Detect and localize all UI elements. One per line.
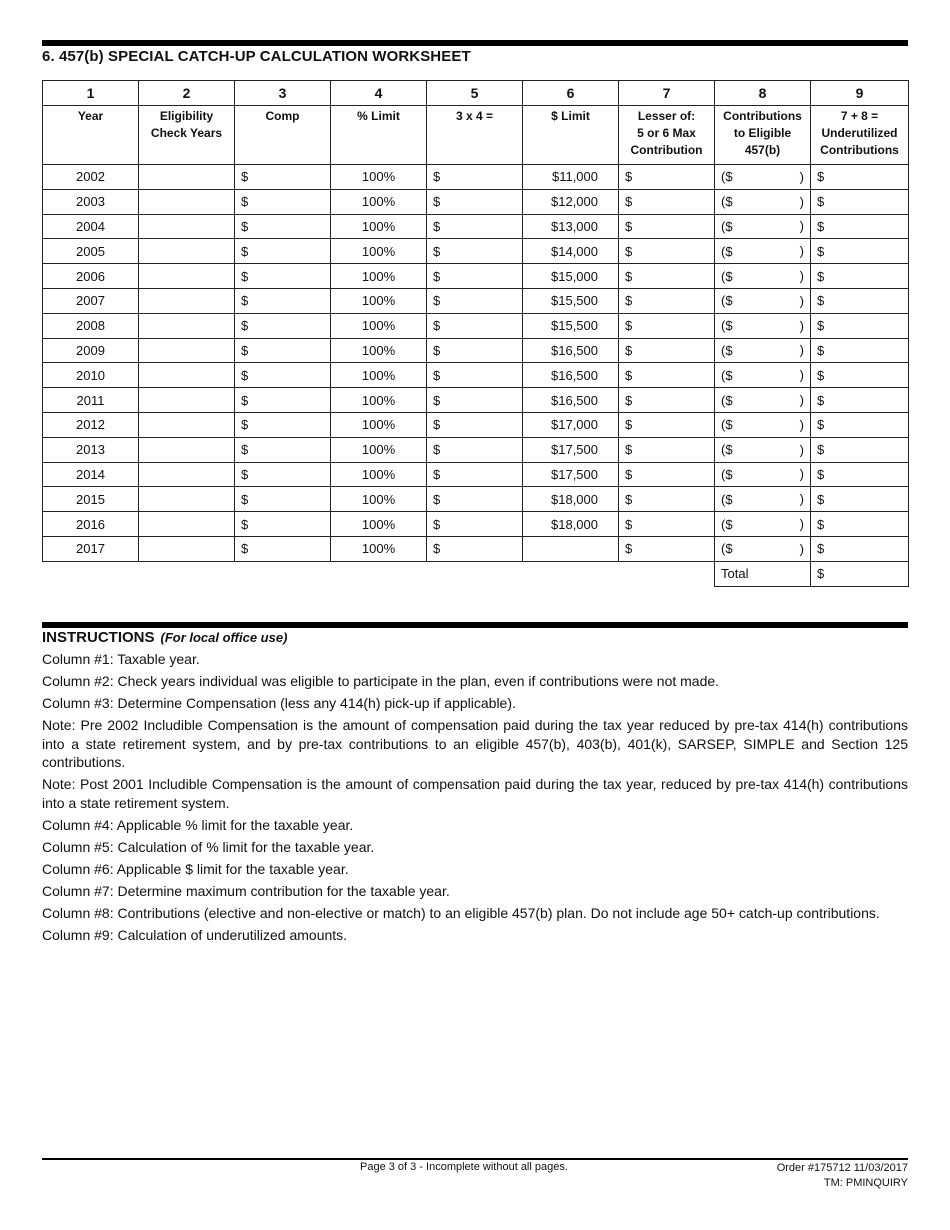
comp-input-cell[interactable]: $ <box>235 189 331 214</box>
column-header-line: Underutilized <box>821 126 898 140</box>
column-header-line: $ Limit <box>551 109 590 123</box>
eligibility-check-cell[interactable] <box>139 363 235 388</box>
column-header-line: Contributions <box>723 109 802 123</box>
pct-limit-cell: 100% <box>331 338 427 363</box>
paren-open: ($ <box>721 293 733 309</box>
dollar-limit-cell: $13,000 <box>523 214 619 239</box>
column-number-9: 9 <box>811 81 909 106</box>
underutilized-input-cell[interactable]: $ <box>811 388 909 413</box>
dollar-limit-cell: $16,500 <box>523 388 619 413</box>
paren-open: ($ <box>721 417 733 433</box>
footer-order-info <box>777 1161 908 1191</box>
paren-close: ) <box>799 541 804 557</box>
eligibility-check-cell[interactable] <box>139 512 235 537</box>
max-contribution-input-cell[interactable]: $ <box>619 388 715 413</box>
contributions-input-cell[interactable] <box>715 388 811 413</box>
column-number-1: 1 <box>43 81 139 106</box>
paren-close: ) <box>799 268 804 284</box>
column-header-line: Eligibility <box>159 109 214 123</box>
contributions-input-cell[interactable] <box>715 487 811 512</box>
catch-up-worksheet-table <box>42 80 909 587</box>
paren-close: ) <box>799 466 804 482</box>
instruction-line: Column #3: Determine Compensation (less any 414(h) pick-up if applicable). <box>42 695 516 711</box>
pct-limit-cell: 100% <box>331 536 427 561</box>
underutilized-input-cell[interactable]: $ <box>811 264 909 289</box>
table-row <box>43 388 909 413</box>
comp-input-cell[interactable]: $ <box>235 239 331 264</box>
contributions-input-cell[interactable] <box>715 412 811 437</box>
column-number-3: 3 <box>235 81 331 106</box>
underutilized-input-cell[interactable]: $ <box>811 288 909 313</box>
instruction-line: Column #7: Determine maximum contribution for the taxable year. <box>42 882 450 899</box>
year-cell: 2014 <box>43 462 139 487</box>
max-contribution-input-cell[interactable]: $ <box>619 288 715 313</box>
column-header-line: 5 or 6 Max <box>637 126 696 140</box>
pct-calc-input-cell[interactable]: $ <box>427 264 523 289</box>
underutilized-input-cell[interactable]: $ <box>811 462 909 487</box>
pct-limit-cell: 100% <box>331 313 427 338</box>
dollar-limit-cell <box>523 536 619 561</box>
year-cell: 2009 <box>43 338 139 363</box>
pct-calc-input-cell[interactable]: $ <box>427 512 523 537</box>
pct-limit-cell: 100% <box>331 288 427 313</box>
paren-close: ) <box>799 442 804 458</box>
comp-input-cell[interactable]: $ <box>235 437 331 462</box>
pct-calc-input-cell[interactable]: $ <box>427 363 523 388</box>
dollar-limit-cell: $17,500 <box>523 462 619 487</box>
paren-open: ($ <box>721 392 733 408</box>
column-header-line: 3 x 4 = <box>455 109 494 123</box>
column-header-3 <box>235 106 331 165</box>
instruction-line: Column #2: Check years individual was eligible to participate in the plan, even if contributions were not made. <box>42 673 720 689</box>
instructions-top-rule <box>42 622 908 628</box>
year-cell: 2016 <box>43 512 139 537</box>
dollar-limit-cell: $11,000 <box>523 165 619 190</box>
pct-limit-cell: 100% <box>331 239 427 264</box>
pct-calc-input-cell[interactable]: $ <box>427 288 523 313</box>
pct-calc-input-cell[interactable]: $ <box>427 338 523 363</box>
comp-input-cell[interactable]: $ <box>235 512 331 537</box>
column-header-line: % Limit <box>357 109 400 123</box>
comp-input-cell[interactable]: $ <box>235 214 331 239</box>
year-cell: 2010 <box>43 363 139 388</box>
paren-close: ) <box>799 194 804 210</box>
year-cell: 2002 <box>43 165 139 190</box>
paren-close: ) <box>799 293 804 309</box>
section-top-rule <box>42 40 908 46</box>
total-label: Total <box>715 561 811 586</box>
eligibility-check-cell[interactable] <box>139 388 235 413</box>
underutilized-input-cell[interactable]: $ <box>811 313 909 338</box>
paren-open: ($ <box>721 491 733 507</box>
contributions-input-cell[interactable] <box>715 338 811 363</box>
table-row <box>43 189 909 214</box>
column-header-line: Comp <box>265 109 300 123</box>
pct-calc-input-cell[interactable]: $ <box>427 536 523 561</box>
year-cell: 2005 <box>43 239 139 264</box>
comp-input-cell[interactable]: $ <box>235 288 331 313</box>
eligibility-check-cell[interactable] <box>139 437 235 462</box>
dollar-limit-cell: $16,500 <box>523 338 619 363</box>
pct-calc-input-cell[interactable]: $ <box>427 437 523 462</box>
contributions-input-cell[interactable] <box>715 437 811 462</box>
instruction-line: Note: Post 2001 Includible Compensation is the amount of compensation paid during the tax year, reduced by pre-tax 414(h) contributions into a state retirement system. <box>42 776 908 811</box>
max-contribution-input-cell[interactable]: $ <box>619 239 715 264</box>
paren-open: ($ <box>721 318 733 334</box>
pct-limit-cell: 100% <box>331 214 427 239</box>
comp-input-cell[interactable]: $ <box>235 388 331 413</box>
contributions-input-cell[interactable] <box>715 189 811 214</box>
paren-close: ) <box>799 218 804 234</box>
pct-calc-input-cell[interactable]: $ <box>427 313 523 338</box>
eligibility-check-cell[interactable] <box>139 487 235 512</box>
comp-input-cell[interactable]: $ <box>235 363 331 388</box>
paren-close: ) <box>799 491 804 507</box>
paren-open: ($ <box>721 442 733 458</box>
column-number-4: 4 <box>331 81 427 106</box>
footer-rule <box>42 1158 908 1160</box>
comp-input-cell[interactable]: $ <box>235 264 331 289</box>
pct-limit-cell: 100% <box>331 462 427 487</box>
dollar-limit-cell: $14,000 <box>523 239 619 264</box>
column-header-line: Contributions <box>820 143 899 157</box>
year-cell: 2015 <box>43 487 139 512</box>
paren-open: ($ <box>721 218 733 234</box>
year-cell: 2012 <box>43 412 139 437</box>
year-cell: 2011 <box>43 388 139 413</box>
section-title: 6. 457(b) SPECIAL CATCH-UP CALCULATION WORKSHEET <box>42 48 471 65</box>
comp-input-cell[interactable]: $ <box>235 412 331 437</box>
pct-calc-input-cell[interactable]: $ <box>427 165 523 190</box>
contributions-input-cell[interactable] <box>715 363 811 388</box>
dollar-limit-cell: $15,500 <box>523 288 619 313</box>
paren-open: ($ <box>721 541 733 557</box>
column-number-row <box>43 81 909 106</box>
contributions-input-cell[interactable] <box>715 214 811 239</box>
contributions-input-cell[interactable] <box>715 313 811 338</box>
max-contribution-input-cell[interactable]: $ <box>619 536 715 561</box>
column-header-6 <box>523 106 619 165</box>
table-row <box>43 288 909 313</box>
pct-limit-cell: 100% <box>331 189 427 214</box>
paren-close: ) <box>799 169 804 185</box>
pct-calc-input-cell[interactable]: $ <box>427 214 523 239</box>
underutilized-input-cell[interactable]: $ <box>811 487 909 512</box>
instructions-title: INSTRUCTIONS <box>42 629 155 646</box>
pct-limit-cell: 100% <box>331 363 427 388</box>
eligibility-check-cell[interactable] <box>139 165 235 190</box>
pct-limit-cell: 100% <box>331 487 427 512</box>
pct-calc-input-cell[interactable]: $ <box>427 462 523 487</box>
comp-input-cell[interactable]: $ <box>235 165 331 190</box>
table-row <box>43 536 909 561</box>
eligibility-check-cell[interactable] <box>139 239 235 264</box>
pct-limit-cell: 100% <box>331 437 427 462</box>
max-contribution-input-cell[interactable]: $ <box>619 412 715 437</box>
paren-open: ($ <box>721 367 733 383</box>
dollar-limit-cell: $18,000 <box>523 512 619 537</box>
year-cell: 2003 <box>43 189 139 214</box>
column-header-row <box>43 106 909 165</box>
underutilized-input-cell[interactable]: $ <box>811 338 909 363</box>
pct-calc-input-cell[interactable]: $ <box>427 388 523 413</box>
eligibility-check-cell[interactable] <box>139 462 235 487</box>
paren-open: ($ <box>721 466 733 482</box>
eligibility-check-cell[interactable] <box>139 536 235 561</box>
paren-close: ) <box>799 417 804 433</box>
max-contribution-input-cell[interactable]: $ <box>619 189 715 214</box>
column-number-6: 6 <box>523 81 619 106</box>
instruction-line: Note: Pre 2002 Includible Compensation is the amount of compensation paid during the tax year reduced by pre-tax 414(h) contributions into a state retirement system, and by pre-tax contributions to an eligible 457(b), 403(b), 401(k), SARSEP, SIMPLE and Section 125 contributions. <box>42 717 908 770</box>
pct-calc-input-cell[interactable]: $ <box>427 239 523 264</box>
dollar-limit-cell: $15,500 <box>523 313 619 338</box>
year-cell: 2008 <box>43 313 139 338</box>
table-row <box>43 487 909 512</box>
instructions-body <box>42 650 908 948</box>
instruction-line: Column #1: Taxable year. <box>42 651 200 667</box>
tm-code: TM: PMINQUIRY <box>823 1177 908 1189</box>
pct-limit-cell: 100% <box>331 165 427 190</box>
table-row <box>43 338 909 363</box>
paren-close: ) <box>799 392 804 408</box>
underutilized-input-cell[interactable]: $ <box>811 512 909 537</box>
underutilized-input-cell[interactable]: $ <box>811 189 909 214</box>
order-number: Order #175712 11/03/2017 <box>776 1162 908 1174</box>
max-contribution-input-cell[interactable]: $ <box>619 437 715 462</box>
comp-input-cell[interactable]: $ <box>235 536 331 561</box>
table-row <box>43 264 909 289</box>
table-row <box>43 412 909 437</box>
eligibility-check-cell[interactable] <box>139 189 235 214</box>
max-contribution-input-cell[interactable]: $ <box>619 165 715 190</box>
pct-limit-cell: 100% <box>331 512 427 537</box>
column-number-2: 2 <box>139 81 235 106</box>
column-header-line: Contribution <box>630 143 703 157</box>
max-contribution-input-cell[interactable]: $ <box>619 487 715 512</box>
year-cell: 2007 <box>43 288 139 313</box>
underutilized-input-cell[interactable]: $ <box>811 437 909 462</box>
table-row <box>43 239 909 264</box>
instruction-line: Column #8: Contributions (elective and non-elective or match) to an eligible 457(b) plan. Do not include age 50+ catch-up contributions. <box>42 904 880 921</box>
table-row <box>43 363 909 388</box>
comp-input-cell[interactable]: $ <box>235 313 331 338</box>
paren-close: ) <box>799 516 804 532</box>
max-contribution-input-cell[interactable]: $ <box>619 338 715 363</box>
max-contribution-input-cell[interactable]: $ <box>619 214 715 239</box>
instruction-line: Column #5: Calculation of % limit for the taxable year. <box>42 838 375 855</box>
column-number-7: 7 <box>619 81 715 106</box>
contributions-input-cell[interactable] <box>715 512 811 537</box>
total-row <box>43 561 909 586</box>
paren-close: ) <box>799 243 804 259</box>
max-contribution-input-cell[interactable]: $ <box>619 313 715 338</box>
table-row <box>43 214 909 239</box>
column-number-5: 5 <box>427 81 523 106</box>
dollar-limit-cell: $17,000 <box>523 412 619 437</box>
underutilized-input-cell[interactable]: $ <box>811 239 909 264</box>
paren-close: ) <box>799 318 804 334</box>
eligibility-check-cell[interactable] <box>139 412 235 437</box>
max-contribution-input-cell[interactable]: $ <box>619 512 715 537</box>
column-header-2 <box>139 106 235 165</box>
table-row <box>43 313 909 338</box>
comp-input-cell[interactable]: $ <box>235 487 331 512</box>
instruction-line: Column #6: Applicable $ limit for the taxable year. <box>42 860 349 877</box>
underutilized-input-cell[interactable]: $ <box>811 165 909 190</box>
max-contribution-input-cell[interactable]: $ <box>619 462 715 487</box>
underutilized-input-cell[interactable]: $ <box>811 536 909 561</box>
year-cell: 2006 <box>43 264 139 289</box>
pct-limit-cell: 100% <box>331 264 427 289</box>
underutilized-input-cell[interactable]: $ <box>811 412 909 437</box>
paren-close: ) <box>799 367 804 383</box>
paren-open: ($ <box>721 243 733 259</box>
paren-open: ($ <box>721 268 733 284</box>
max-contribution-input-cell[interactable]: $ <box>619 264 715 289</box>
contributions-input-cell[interactable] <box>715 264 811 289</box>
contributions-input-cell[interactable] <box>715 536 811 561</box>
instructions-subtitle: (For local office use) <box>160 630 288 645</box>
column-header-5 <box>427 106 523 165</box>
paren-close: ) <box>799 342 804 358</box>
paren-open: ($ <box>721 342 733 358</box>
table-row <box>43 512 909 537</box>
eligibility-check-cell[interactable] <box>139 338 235 363</box>
pct-calc-input-cell[interactable]: $ <box>427 487 523 512</box>
underutilized-input-cell[interactable]: $ <box>811 363 909 388</box>
paren-open: ($ <box>721 516 733 532</box>
instruction-line: Column #9: Calculation of underutilized amounts. <box>42 926 348 943</box>
pct-calc-input-cell[interactable]: $ <box>427 189 523 214</box>
paren-open: ($ <box>721 169 733 185</box>
table-row <box>43 165 909 190</box>
column-header-line: Check Years <box>150 126 223 140</box>
column-header-9 <box>811 106 909 165</box>
dollar-limit-cell: $18,000 <box>523 487 619 512</box>
pct-calc-input-cell[interactable]: $ <box>427 412 523 437</box>
column-header-line: 7 + 8 = <box>840 109 879 123</box>
contributions-input-cell[interactable] <box>715 288 811 313</box>
column-header-line: 457(b) <box>744 143 781 157</box>
dollar-limit-cell: $17,500 <box>523 437 619 462</box>
pct-limit-cell: 100% <box>331 388 427 413</box>
contributions-input-cell[interactable] <box>715 239 811 264</box>
max-contribution-input-cell[interactable]: $ <box>619 363 715 388</box>
contributions-input-cell[interactable] <box>715 165 811 190</box>
instruction-line: Column #4: Applicable % limit for the taxable year. <box>42 816 354 833</box>
table-row <box>43 437 909 462</box>
column-header-1 <box>43 106 139 165</box>
total-input-cell[interactable]: $ <box>811 561 909 586</box>
pct-limit-cell: 100% <box>331 412 427 437</box>
column-header-line: Lesser of: <box>637 109 696 123</box>
column-header-4 <box>331 106 427 165</box>
eligibility-check-cell[interactable] <box>139 264 235 289</box>
contributions-input-cell[interactable] <box>715 462 811 487</box>
comp-input-cell[interactable]: $ <box>235 338 331 363</box>
column-header-8 <box>715 106 811 165</box>
table-row <box>43 462 909 487</box>
eligibility-check-cell[interactable] <box>139 214 235 239</box>
column-number-8: 8 <box>715 81 811 106</box>
dollar-limit-cell: $16,500 <box>523 363 619 388</box>
underutilized-input-cell[interactable]: $ <box>811 214 909 239</box>
column-header-line: Year <box>77 109 104 123</box>
year-cell: 2017 <box>43 536 139 561</box>
year-cell: 2013 <box>43 437 139 462</box>
total-row-spacer <box>43 561 715 586</box>
instructions-heading <box>42 629 287 646</box>
column-header-line: to Eligible <box>733 126 792 140</box>
dollar-limit-cell: $15,000 <box>523 264 619 289</box>
eligibility-check-cell[interactable] <box>139 313 235 338</box>
comp-input-cell[interactable]: $ <box>235 462 331 487</box>
page-note: Page 3 of 3 - Incomplete without all pages. <box>360 1161 568 1173</box>
eligibility-check-cell[interactable] <box>139 288 235 313</box>
year-cell: 2004 <box>43 214 139 239</box>
column-header-7 <box>619 106 715 165</box>
dollar-limit-cell: $12,000 <box>523 189 619 214</box>
paren-open: ($ <box>721 194 733 210</box>
